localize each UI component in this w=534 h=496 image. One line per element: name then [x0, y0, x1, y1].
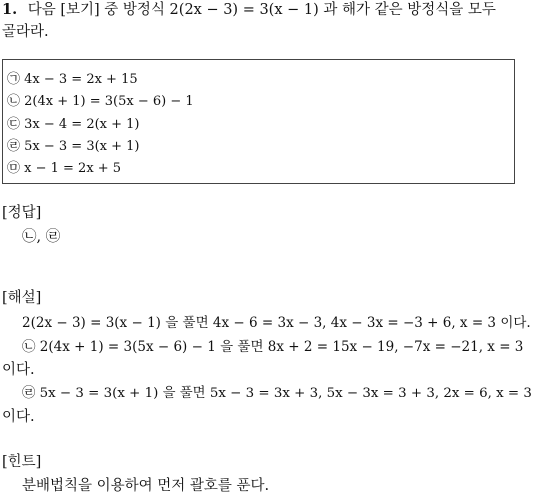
explanation-heading: [해설]: [2, 290, 42, 306]
question-line-1: [2, 0, 496, 20]
option-c: ㉢ 3x − 4 = 2(x + 1): [7, 117, 140, 132]
explanation-line-4: ㉣ 5x − 3 = 3(x + 1) 을 풀면 5x − 3 = 3x + 3, 5x − 3x = 3 + 3, 2x = 6, x = 3: [22, 386, 532, 401]
explanation-line-2: ㉡ 2(4x + 1) = 3(5x − 6) − 1 을 풀면 8x + 2 = 15x − 19, −7x = −21, x = 3: [22, 339, 524, 355]
option-d: ㉣ 5x − 3 = 3(x + 1): [7, 139, 140, 154]
answer-text: ㉡, ㉣: [22, 229, 61, 245]
hint-text: 분배법칙을 이용하여 먼저 괄호를 푼다.: [22, 478, 270, 494]
option-e: ㉤ x − 1 = 2x + 5: [7, 161, 122, 176]
option-b: ㉡ 2(4x + 1) = 3(5x − 6) − 1: [7, 94, 194, 109]
hint-heading: [힌트]: [2, 454, 42, 470]
option-a: ㉠ 4x − 3 = 2x + 15: [7, 72, 138, 87]
explanation-line-1: 2(2x − 3) = 3(x − 1) 을 풀면 4x − 6 = 3x − 3, 4x − 3x = −3 + 6, x = 3 이다.: [22, 315, 531, 331]
question-text: 다음 [보기] 중 방정식 2(2x − 3) = 3(x − 1) 과 해가 같은 방정식을 모두: [27, 2, 496, 18]
explanation-line-5: 이다.: [2, 409, 35, 425]
question-number: 1.: [2, 1, 18, 18]
example-box: [2, 59, 515, 184]
explanation-line-3: 이다.: [2, 362, 35, 378]
answer-heading: [정답]: [2, 205, 42, 221]
question-line-2: 골라라.: [2, 24, 49, 40]
